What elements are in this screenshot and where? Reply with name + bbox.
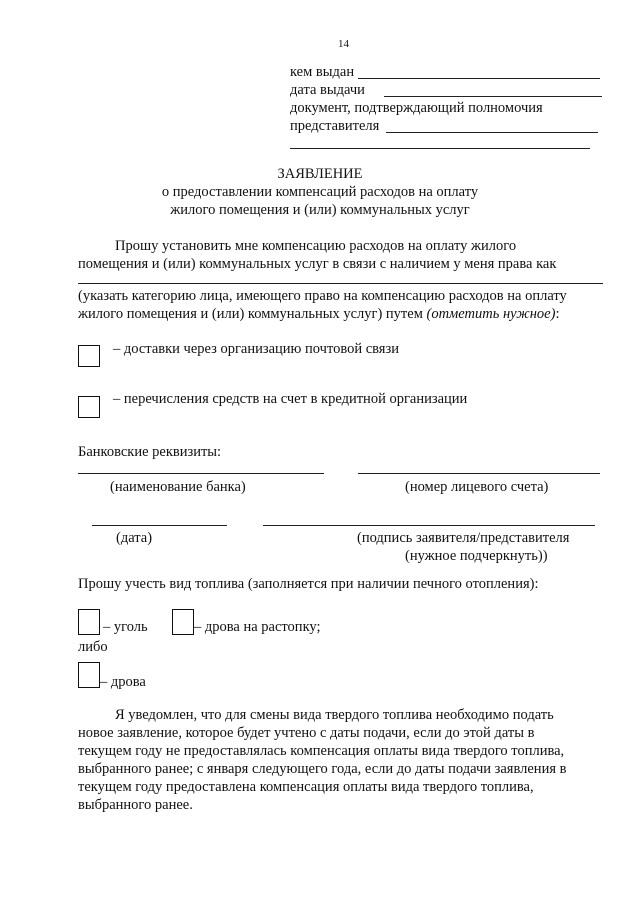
title-sub-1: о предоставлении компенсаций расходов на оплату	[161, 184, 479, 200]
notice-line-5: текущем году предоставлена компенсация оплаты вида твердого топлива,	[78, 779, 534, 795]
issue-date-label: дата выдачи	[290, 82, 365, 98]
bank-name-caption: (наименование банка)	[110, 479, 246, 495]
notice-line-1: Я уведомлен, что для смены вида твердого топлива необходимо подать	[115, 707, 554, 723]
request-line-2: помещения и (или) коммунальных услуг в связи с наличием у меня права как	[78, 256, 557, 272]
issued-by-field[interactable]	[358, 78, 600, 79]
authority-doc-field-2[interactable]	[290, 148, 590, 149]
notice-line-2: новое заявление, которое будет учтено с даты подачи, если до этой даты в	[78, 725, 535, 741]
authority-doc-field[interactable]	[386, 132, 598, 133]
bank-details-label: Банковские реквизиты:	[78, 444, 222, 460]
coal-checkbox[interactable]	[78, 609, 100, 635]
request-line-1: Прошу установить мне компенсацию расходов на оплату жилого	[115, 238, 517, 254]
or-label: либо	[78, 639, 108, 655]
firewood-checkbox[interactable]	[78, 662, 100, 688]
signature-field[interactable]	[263, 525, 595, 526]
page-title: ЗАЯВЛЕНИЕ	[277, 166, 363, 182]
notice-line-3: текущем году не предоставлялась компенсация оплаты вида твердого топлива,	[78, 743, 565, 759]
bank-checkbox[interactable]	[78, 396, 100, 418]
page-number: 14	[338, 38, 349, 50]
bank-name-field[interactable]	[78, 473, 324, 474]
kindling-checkbox[interactable]	[172, 609, 194, 635]
date-field[interactable]	[92, 525, 227, 526]
account-number-caption: (номер лицевого счета)	[405, 479, 549, 495]
bank-option-label: – перечисления средств на счет в кредитной организации	[113, 391, 468, 407]
category-hint-2: жилого помещения и (или) коммунальных услуг) путем (отметить нужное):	[78, 306, 560, 322]
issued-by-label: кем выдан	[290, 64, 355, 80]
kindling-label: – дрова на растопку;	[194, 619, 321, 635]
category-field[interactable]	[78, 283, 603, 284]
signature-caption-2: (нужное подчеркнуть))	[405, 548, 548, 564]
coal-label: – уголь	[103, 619, 148, 635]
account-number-field[interactable]	[358, 473, 600, 474]
firewood-label: – дрова	[100, 674, 146, 690]
category-hint-1: (указать категорию лица, имеющего право на компенсацию расходов на оплату	[78, 288, 567, 304]
signature-caption-1: (подпись заявителя/представителя	[357, 530, 570, 546]
postal-checkbox[interactable]	[78, 345, 100, 367]
issue-date-field[interactable]	[384, 96, 602, 97]
notice-line-6: выбранного ранее.	[78, 797, 193, 813]
authority-doc-label-2: представителя	[290, 118, 380, 134]
title-sub-2: жилого помещения и (или) коммунальных услуг	[170, 202, 470, 218]
fuel-prompt: Прошу учесть вид топлива (заполняется при наличии печного отопления):	[78, 576, 539, 592]
authority-doc-label-1: документ, подтверждающий полномочия	[290, 100, 543, 116]
postal-option-label: – доставки через организацию почтовой связи	[113, 341, 399, 357]
notice-line-4: выбранного ранее; с января следующего года, если до даты подачи заявления в	[78, 761, 567, 777]
date-caption: (дата)	[116, 530, 153, 546]
